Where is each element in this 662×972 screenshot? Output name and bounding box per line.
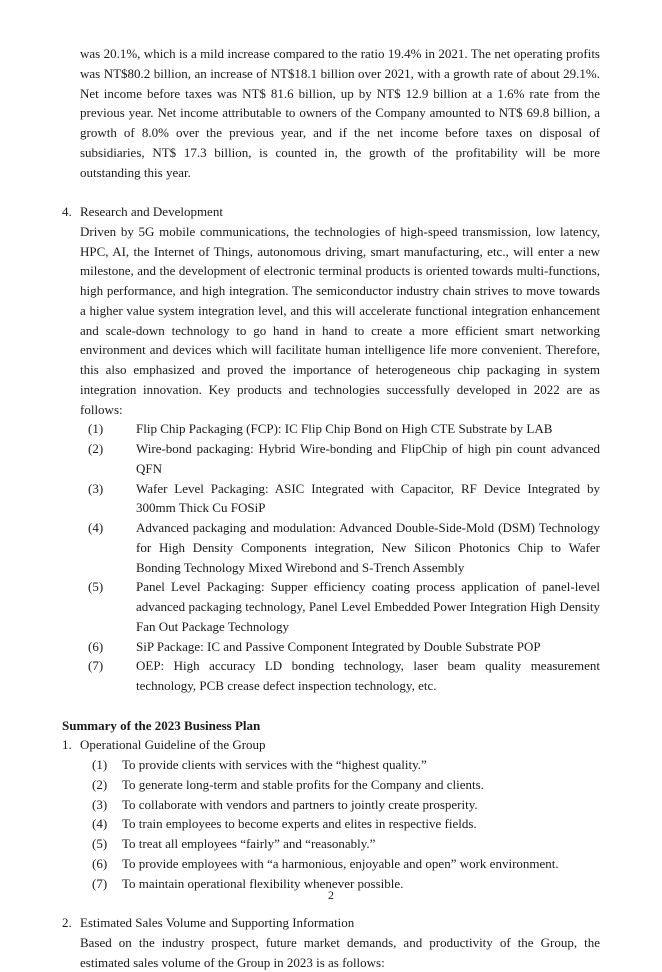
- list-item-marker: (3): [92, 796, 108, 812]
- list-item-text: Advanced packaging and modulation: Advanced Double-Side-Mold (DSM) Technology for High Density Components integration, New Silicon Photonics Chip to Wafer Bonding Technology Mixed Wirebond and S-Trench Assembly: [136, 520, 600, 575]
- list-item: [88, 518, 600, 577]
- list-item-text: To provide employees with “a harmonious, enjoyable and open” work environment.: [122, 855, 559, 871]
- guideline-item-list: [62, 755, 600, 893]
- list-item: [88, 637, 600, 657]
- list-item-text: To treat all employees “fairly” and “reasonably.”: [122, 836, 376, 851]
- list-item-text: To train employees to become experts and elites in respective fields.: [122, 816, 477, 832]
- section-sales-body: Based on the industry prospect, future market demands, and productivity of the Group, the estimated sales volume of the Group in 2023 is as follows:: [80, 934, 600, 970]
- list-item-text: To provide clients with services with the “highest quality.”: [122, 757, 427, 772]
- list-item: [92, 755, 600, 775]
- list-item: [88, 656, 600, 696]
- list-item: [92, 775, 600, 795]
- section-guideline-marker: 1.: [62, 737, 72, 753]
- list-item: [92, 854, 600, 874]
- continuation-paragraph: was 20.1%, which is a mild increase compared to the ratio 19.4% in 2021. The net operating profits was NT$80.2 billion, an increase of NT$18.1 billion over 2021, with a growth rate of about 29.1%. Net income before taxes was NT$ 81.6 billion, up by NT$ 12.9 billion at a 1.6% rate from the previous year. Net income attributable to owners of the Company amounted to NT$ 69.8 billion, a growth of 8.0% over the previous year, and if the net income before taxes on disposal of subsidiaries, NT$ 17.3 billion, is counted in, the growth of the profitability will be more outstanding this year.: [80, 46, 600, 180]
- list-item-marker: (2): [88, 441, 104, 456]
- list-item: [92, 814, 600, 834]
- list-item: [88, 419, 600, 439]
- list-item-marker: (7): [92, 875, 108, 891]
- list-item-marker: (5): [88, 579, 104, 595]
- section-rd-marker: 4.: [62, 204, 72, 219]
- list-item-text: To maintain operational flexibility whenever possible.: [122, 875, 404, 891]
- section-sales-title: Estimated Sales Volume and Supporting Information: [80, 915, 355, 930]
- list-item-text: Panel Level Packaging: Supper efficiency coating process application of panel-level advanced packaging technology, Panel Level Embedded Power Integration High Density Fan Out Package Technology: [136, 579, 600, 634]
- list-item-text: Flip Chip Packaging (FCP): IC Flip Chip Bond on High CTE Substrate by LAB: [136, 421, 553, 437]
- section-guideline-title: Operational Guideline of the Group: [80, 737, 266, 753]
- list-item-marker: (5): [92, 836, 108, 851]
- list-item-marker: (4): [88, 520, 104, 535]
- list-item-text: To collaborate with vendors and partners to jointly create prosperity.: [122, 796, 478, 812]
- section-rd-title: Research and Development: [80, 204, 223, 219]
- list-item: [88, 479, 600, 519]
- rd-item-list: [62, 419, 600, 696]
- list-item: [88, 577, 600, 636]
- spacer: [62, 182, 600, 202]
- list-item-marker: (3): [88, 480, 104, 496]
- list-item-marker: (6): [88, 638, 104, 654]
- section-estimated-sales-volume: [62, 913, 600, 933]
- list-item: [92, 834, 600, 854]
- list-item-text: SiP Package: IC and Passive Component Integrated by Double Substrate POP: [136, 638, 541, 654]
- list-item: [88, 439, 600, 479]
- page-number: 2: [328, 888, 334, 902]
- section-sales-marker: 2.: [62, 915, 72, 930]
- section-operational-guideline: [62, 735, 600, 755]
- list-item-marker: (1): [88, 421, 104, 437]
- section-rd-body: Driven by 5G mobile communications, the technologies of high-speed transmission, low latency, HPC, AI, the Internet of Things, autonomous driving, smart manufacturing, etc., will enter a new milestone, and the development of electronic terminal products is oriented towards multi-functions, high performance, and high integration. The semiconductor industry chain strives to move towards a higher value system integration level, and this will accelerate functional integration enhancement and scale-down technology to go hand in hand to create a more efficient smart networking environment and devices which will facilitate human intelligence life more convenient. Therefore, this also emphasized and proved the importance of heterogeneous chip packaging in system integration innovation. Key products and technologies successfully developed in 2022 are as follows:: [80, 223, 600, 417]
- list-item-text: OEP: High accuracy LD bonding technology, laser beam quality measurement technology, PCB crease defect inspection technology, etc.: [136, 658, 600, 693]
- spacer: [62, 696, 600, 716]
- list-item-marker: (4): [92, 816, 108, 832]
- page-content: [62, 44, 600, 972]
- list-item-marker: (7): [88, 658, 104, 674]
- section-research-and-development: [62, 202, 600, 222]
- list-item-marker: (1): [92, 757, 108, 772]
- summary-heading: Summary of the 2023 Business Plan: [62, 717, 261, 733]
- list-item-marker: (6): [92, 855, 108, 871]
- list-item-text: Wafer Level Packaging: ASIC Integrated with Capacitor, RF Device Integrated by 300mm Thick Cu FOSiP: [136, 480, 600, 516]
- list-item-text: Wire-bond packaging: Hybrid Wire-bonding and FlipChip of high pin count advanced QFN: [136, 441, 600, 476]
- list-item: [92, 795, 600, 815]
- list-item-text: To generate long-term and stable profits for the Company and clients.: [122, 776, 484, 792]
- list-item-marker: (2): [92, 776, 108, 792]
